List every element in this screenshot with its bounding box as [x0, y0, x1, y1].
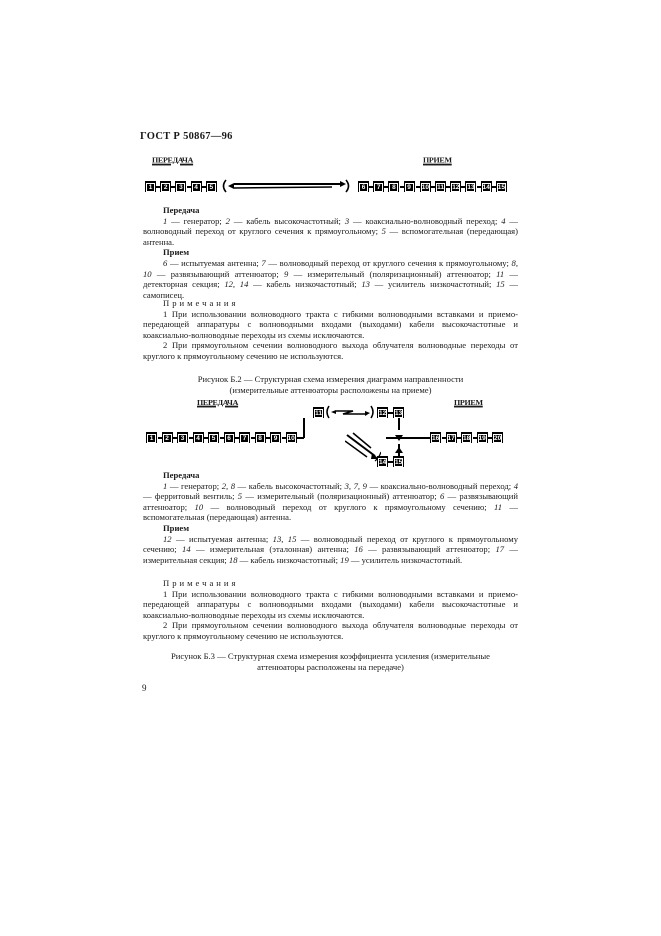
block-10: 10 — [286, 432, 297, 443]
legend-text: — развязывающий аттенюатор; — [362, 544, 496, 555]
figure-b3-notes — [143, 578, 518, 642]
note-1: 1 При использовании волноводного тракта с гибкими волноводными вставками и приемо-передающей аппаратуры с волноводными входами (выходами) кабели высокочастотные и коаксиально-волноводные переходы из схемы исключаются. — [143, 308, 518, 340]
legend-number: 6 — [163, 257, 168, 268]
block-15: 15 — [496, 181, 507, 192]
legend-text: — генератор; — [167, 480, 222, 491]
legend-text: — волноводный переход от круглого к прямоугольному сечению; — [203, 501, 495, 512]
receive-legend — [143, 258, 518, 300]
legend-text: — ферритовый вентиль; — [143, 491, 238, 502]
legend-text: — кабель низкочастотный; — [237, 554, 341, 565]
connector-line — [446, 186, 450, 188]
block-14: 14 — [481, 181, 492, 192]
connector-line — [173, 437, 177, 439]
block-1: 1 — [145, 181, 156, 192]
radio-link-arrows — [325, 404, 375, 420]
label-transmit: ПЕРЕДАЧА — [152, 156, 194, 165]
legend-number: 11 — [494, 501, 503, 512]
connector-line — [220, 437, 224, 439]
transmit-legend — [143, 481, 518, 523]
note-2: 2 При прямоугольном сечении волноводного выхода облучателя волноводные переходы от круглого к прямоугольному сечению не используются. — [143, 340, 518, 361]
note-2: 2 При прямоугольном сечении волноводного выхода облучателя волноводные переходы от круглого к прямоугольному сечению не используются. — [143, 620, 518, 641]
transmit-legend — [143, 216, 518, 248]
legend-number: 13 — [361, 279, 370, 290]
block-11: 11 — [435, 181, 446, 192]
legend-text: — кабель высокочастотный; — [229, 215, 345, 226]
figure-b3-legend — [143, 470, 518, 565]
connector-line — [187, 186, 191, 188]
caption-line-1: Рисунок Б.2 — Структурная схема измерения диаграмм направленности — [197, 374, 464, 384]
label-receive: ПРИЕМ — [423, 156, 452, 165]
block-11: 11 — [313, 407, 324, 418]
figure-b2-legend — [143, 205, 518, 300]
connector-line — [400, 186, 404, 188]
legend-text: — волноводный переход от круглого сечения к прямоугольному; — [143, 215, 518, 237]
caption-line-2: (измерительные аттенюаторы расположены на приеме) — [229, 384, 432, 395]
block-4: 4 — [193, 432, 204, 443]
block-1: 1 — [146, 432, 157, 443]
connector-line — [488, 437, 492, 439]
legend-number: 13, 15 — [272, 533, 297, 544]
connector-line — [266, 437, 270, 439]
legend-number: 1 — [163, 215, 168, 226]
block-5: 5 — [208, 432, 219, 443]
legend-number: 10 — [194, 501, 204, 512]
legend-text: — вспомогательная (передающая) антенна. — [143, 226, 518, 247]
legend-text: — кабель высокочастотный; — [235, 480, 345, 491]
connector-line — [171, 186, 175, 188]
legend-number: 2, 8 — [221, 480, 235, 491]
figure-b2-caption — [143, 374, 518, 395]
legend-text: — вспомогательная (передающая) антенна. — [143, 501, 518, 523]
legend-text: — генератор; — [167, 215, 226, 226]
legend-number: 15 — [496, 279, 505, 290]
legend-number: 12, 14 — [224, 279, 249, 290]
block-9: 9 — [404, 181, 415, 192]
figure-b2-notes — [143, 298, 518, 362]
label-transmit: ПЕРЕДАЧА — [197, 398, 239, 407]
block-2: 2 — [162, 432, 173, 443]
connector-line — [204, 437, 208, 439]
legend-text: — коаксиально-волноводный переход; — [349, 215, 502, 226]
arrow-up-icon — [395, 440, 403, 446]
receive-heading: Прием — [163, 522, 190, 533]
legend-text: — усилитель низкочастотный; — [369, 279, 497, 290]
connector-line — [442, 437, 446, 439]
connector-line — [457, 437, 461, 439]
receive-legend — [143, 534, 518, 566]
block-10: 10 — [420, 181, 431, 192]
legend-number: 18 — [228, 554, 238, 565]
legend-number: 1 — [163, 480, 168, 491]
connector-line — [156, 186, 160, 188]
block-12: 12 — [377, 407, 388, 418]
block-4: 4 — [191, 181, 202, 192]
arrow-down-icon — [395, 428, 403, 434]
connector-line — [477, 186, 481, 188]
label-receive: ПРИЕМ — [454, 398, 483, 407]
connector-line — [202, 186, 206, 188]
block-17: 17 — [446, 432, 457, 443]
legend-number: 4 — [501, 215, 506, 226]
legend-text: — измерительный (поляризационный) аттенюатор; — [288, 268, 497, 279]
connector-line — [386, 437, 430, 439]
legend-number: 14 — [182, 544, 191, 555]
radio-link-arrows — [345, 432, 381, 462]
legend-number: 19 — [340, 554, 349, 565]
connector-line — [416, 186, 420, 188]
connector-line — [384, 186, 388, 188]
block-6: 6 — [224, 432, 235, 443]
block-8: 8 — [255, 432, 266, 443]
legend-text: — испытуемая антенна; — [167, 257, 262, 268]
connector-line — [461, 186, 465, 188]
legend-text: — волноводный переход от круглого к прямоугольному сечению; — [143, 533, 518, 555]
legend-text: — усилитель низкочастотный. — [348, 554, 463, 565]
legend-number: 4 — [513, 480, 519, 491]
block-14: 14 — [377, 456, 388, 467]
legend-number: 11 — [496, 268, 505, 279]
legend-text: — измерительная секция; — [143, 544, 518, 565]
connector-line — [303, 418, 305, 438]
block-7: 7 — [373, 181, 384, 192]
connector-line — [282, 437, 286, 439]
block-9: 9 — [270, 432, 281, 443]
block-2: 2 — [160, 181, 171, 192]
legend-text: — коаксиально-волноводный переход; — [366, 480, 514, 491]
connector-line — [158, 437, 162, 439]
transmit-heading: Передача — [163, 205, 200, 215]
connector-line — [251, 437, 255, 439]
block-13: 13 — [465, 181, 476, 192]
block-3: 3 — [175, 181, 186, 192]
block-18: 18 — [461, 432, 472, 443]
notes-heading: Примечания — [163, 578, 239, 588]
legend-number: 17 — [495, 544, 505, 555]
receive-heading: Прием — [163, 247, 190, 258]
block-6: 6 — [358, 181, 369, 192]
block-16: 16 — [430, 432, 441, 443]
connector-line — [189, 437, 193, 439]
legend-number: 12 — [163, 533, 172, 544]
document-header: ГОСТ Р 50867—96 — [140, 131, 233, 142]
block-12: 12 — [450, 181, 461, 192]
block-20: 20 — [492, 432, 503, 443]
legend-number: 6 — [439, 491, 445, 502]
connector-line — [369, 186, 373, 188]
block-8: 8 — [388, 181, 399, 192]
connector-line — [431, 186, 435, 188]
legend-number: 5 — [237, 491, 243, 502]
block-19: 19 — [477, 432, 488, 443]
page-number: 9 — [142, 683, 147, 693]
figure-b3-caption: Рисунок Б.3 — Структурная схема измерения коэффициента усиления (измерительные аттенюаторы расположены на передаче) — [171, 651, 490, 672]
connector-line — [492, 186, 496, 188]
legend-text: — развязывающий аттенюатор; — [143, 491, 518, 512]
block-13: 13 — [393, 407, 404, 418]
connector-line — [473, 437, 477, 439]
note-1: 1 При использовании волноводного тракта с гибкими волноводными вставками и приемо-передающей аппаратуры с волноводными входами (выходами) кабели высокочастотные и коаксиально-волноводные переходы из схемы исключаются. — [143, 588, 518, 620]
legend-text: — развязывающий аттенюатор; — [151, 268, 285, 279]
legend-number: 16 — [354, 544, 363, 555]
legend-text: — волноводный переход от круглого сечения к прямоугольному; — [265, 257, 512, 268]
block-7: 7 — [239, 432, 250, 443]
transmit-heading: Передача — [163, 470, 200, 480]
notes-heading: Примечания — [163, 298, 239, 308]
legend-number: 3, 7, 9 — [344, 480, 367, 491]
legend-number: 2 — [225, 215, 230, 226]
block-15: 15 — [393, 456, 404, 467]
legend-number: 3 — [344, 215, 350, 226]
legend-number: 7 — [261, 257, 266, 268]
legend-text: — измерительный (поляризационный) аттенюатор; — [242, 491, 440, 502]
radio-link-arrows — [220, 178, 352, 194]
block-5: 5 — [206, 181, 217, 192]
connector-line — [235, 437, 239, 439]
legend-number: 8, 10 — [143, 257, 518, 279]
legend-text: — измерительная (эталонная) антенна; — [190, 544, 355, 555]
legend-number: 9 — [284, 268, 289, 279]
legend-number: 5 — [381, 226, 386, 237]
legend-text: — самописец. — [143, 279, 519, 300]
legend-text: — кабель низкочастотный; — [248, 279, 362, 290]
block-3: 3 — [177, 432, 188, 443]
legend-text: — испытуемая антенна; — [171, 533, 273, 544]
legend-text: — детекторная секция; — [143, 268, 518, 290]
